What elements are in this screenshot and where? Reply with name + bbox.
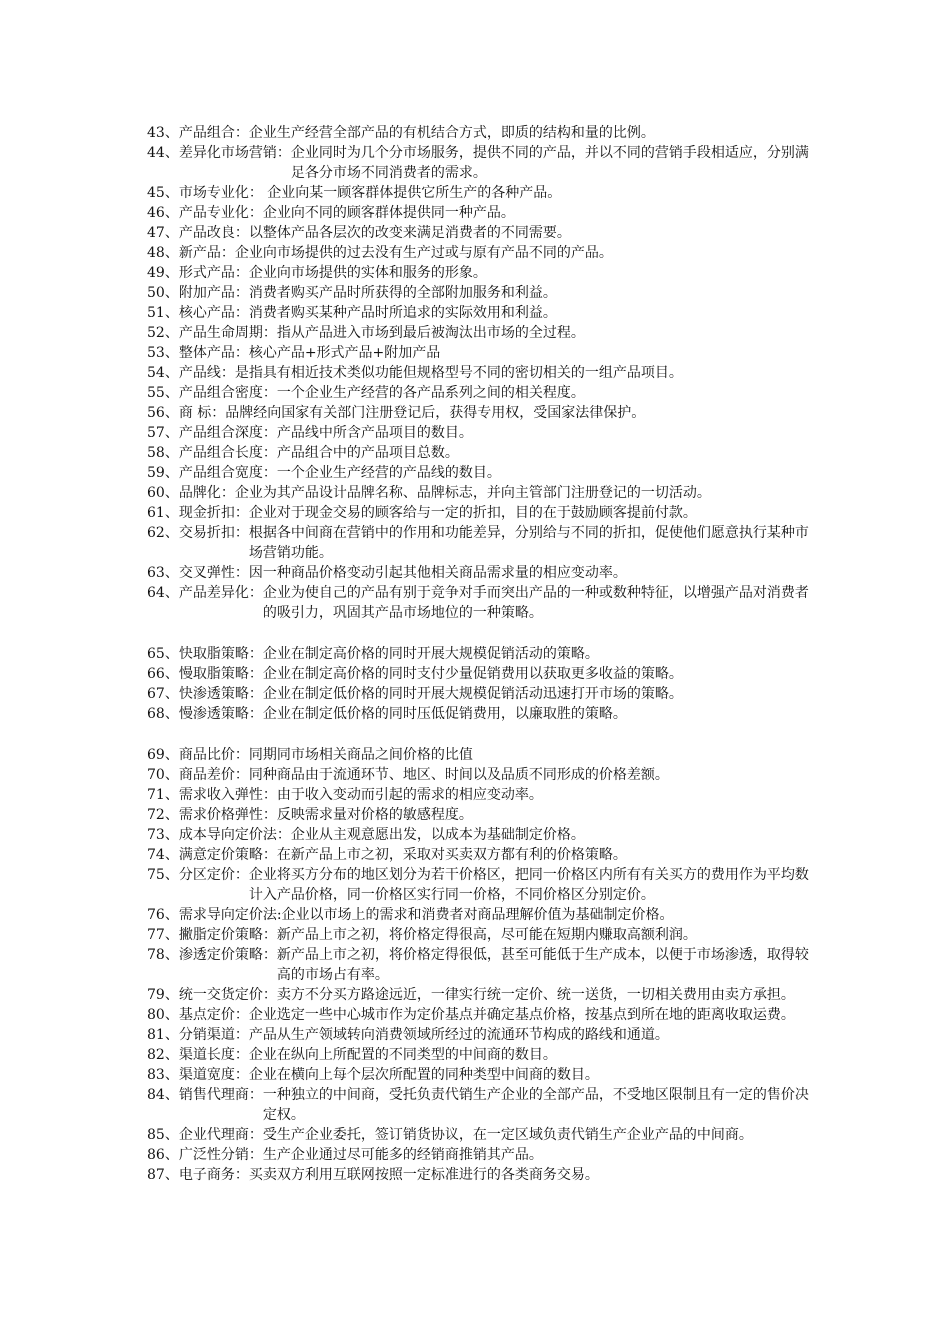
entry-term: 需求导向定价法: — [178, 907, 282, 923]
entry-term: 慢渗透策略： — [178, 706, 263, 722]
glossary-entry — [147, 383, 813, 403]
entry-number: 64、 — [147, 585, 179, 601]
entry-definition: 企业在制定低价格的同时压低促销费用，以廉取胜的策略。 — [262, 706, 627, 722]
glossary-content — [147, 123, 813, 1185]
entry-body — [179, 765, 813, 785]
entry-number: 48、 — [147, 245, 179, 261]
entry-definition: 企业同时为几个分市场服务，提供不同的产品，并以不同的营销手段相适应，分别满足各分市场不同消费者的需求。 — [290, 145, 809, 181]
glossary-entry — [147, 363, 813, 383]
entry-definition: 受生产企业委托，签订销货协议，在一定区域负责代销生产企业产品的中间商。 — [262, 1127, 753, 1143]
entry-number: 52、 — [147, 325, 179, 341]
entry-number: 72、 — [147, 807, 179, 823]
glossary-entry — [147, 1145, 813, 1165]
entry-body — [179, 805, 813, 825]
entry-number: 69、 — [147, 747, 179, 763]
entry-definition: 卖方不分买方路途远近，一律实行统一定价、统一送货，一切相关费用由卖方承担。 — [276, 987, 795, 1003]
glossary-entry — [147, 203, 813, 223]
entry-number: 76、 — [147, 907, 179, 923]
entry-number: 53、 — [147, 345, 179, 361]
entry-number: 43、 — [147, 125, 179, 141]
entry-body — [179, 343, 813, 363]
entry-definition: 企业将买方分布的地区划分为若干价格区，把同一价格区内所有有关买方的费用作为平均数计入产品价格，同一价格区实行同一价格，不同价格区分别定价。 — [248, 867, 809, 903]
entry-number: 46、 — [147, 205, 179, 221]
section-spacer — [147, 623, 813, 644]
glossary-entry — [147, 323, 813, 343]
entry-term: 整体产品： — [178, 345, 249, 361]
entry-definition: 企业为其产品设计品牌名称、品牌标志，并向主管部门注册登记的一切活动。 — [234, 485, 711, 501]
entry-term: 渠道长度： — [178, 1047, 249, 1063]
entry-term: 分销渠道： — [178, 1027, 249, 1043]
entry-term: 产品差异化： — [178, 585, 263, 601]
entry-body — [179, 483, 813, 503]
glossary-entry — [147, 905, 813, 925]
glossary-entry — [147, 1165, 813, 1185]
entry-term: 快渗透策略： — [178, 686, 263, 702]
entry-definition: 以整体产品各层次的改变来满足消费者的不同需要。 — [248, 225, 571, 241]
entry-number: 87、 — [147, 1167, 179, 1183]
entry-definition: 企业向不同的顾客群体提供同一种产品。 — [262, 205, 515, 221]
glossary-entry — [147, 583, 813, 623]
entry-number: 84、 — [147, 1087, 179, 1103]
entry-number: 68、 — [147, 706, 179, 722]
glossary-entry — [147, 123, 813, 143]
entry-number: 71、 — [147, 787, 179, 803]
glossary-entry — [147, 865, 813, 905]
entry-term: 基点定价： — [178, 1007, 249, 1023]
glossary-entry — [147, 1045, 813, 1065]
entry-definition: 产品组合中的产品项目总数。 — [276, 445, 459, 461]
entry-term: 商品比价： — [178, 747, 249, 763]
glossary-entry — [147, 243, 813, 263]
entry-body — [179, 503, 813, 523]
entry-number: 45、 — [147, 185, 179, 201]
entry-body — [179, 905, 813, 925]
glossary-entry — [147, 644, 813, 664]
entry-definition: 同种商品由于流通环节、地区、时间以及品质不同形成的价格差额。 — [248, 767, 669, 783]
entry-number: 78、 — [147, 947, 179, 963]
entry-body — [179, 403, 813, 423]
entry-term: 销售代理商： — [178, 1087, 263, 1103]
entry-number: 49、 — [147, 265, 179, 281]
entry-definition: 企业向市场提供的过去没有生产过或与原有产品不同的产品。 — [234, 245, 613, 261]
entry-term: 统一交货定价： — [178, 987, 277, 1003]
entry-definition: 消费者购买某种产品时所追求的实际效用和利益。 — [248, 305, 557, 321]
entry-definition: 因一种商品价格变动引起其他相关商品需求量的相应变动率。 — [248, 565, 627, 581]
entry-term: 产品线： — [178, 365, 235, 381]
entry-term: 企业代理商： — [178, 1127, 263, 1143]
entry-term: 产品组合深度： — [178, 425, 277, 441]
glossary-entry — [147, 463, 813, 483]
entry-definition: 品牌经向国家有关部门注册登记后，获得专用权，受国家法律保护。 — [225, 405, 646, 421]
entry-term: 分区定价： — [178, 867, 249, 883]
entry-definition: 企业以市场上的需求和消费者对商品理解价值为基础制定价格。 — [281, 907, 674, 923]
entry-number: 60、 — [147, 485, 179, 501]
entry-number: 83、 — [147, 1067, 179, 1083]
glossary-entry — [147, 1025, 813, 1045]
entry-term: 慢取脂策略： — [178, 666, 263, 682]
section-spacer — [147, 724, 813, 745]
entry-term: 现金折扣： — [178, 505, 249, 521]
entry-term: 市场专业化： — [178, 185, 263, 201]
entry-body — [179, 1165, 813, 1185]
entry-body — [179, 143, 813, 183]
entry-definition: 反映需求量对价格的敏感程度。 — [276, 807, 473, 823]
entry-body — [179, 223, 813, 243]
entry-body — [179, 583, 813, 623]
entry-number: 51、 — [147, 305, 179, 321]
glossary-entry — [147, 303, 813, 323]
entry-body — [179, 865, 813, 905]
glossary-entry — [147, 684, 813, 704]
entry-definition: 企业在纵向上所配置的不同类型的中间商的数目。 — [248, 1047, 557, 1063]
entry-term: 商 标： — [178, 405, 226, 421]
entry-definition: 企业向市场提供的实体和服务的形象。 — [248, 265, 487, 281]
glossary-entry — [147, 704, 813, 724]
entry-term: 需求收入弹性： — [178, 787, 277, 803]
glossary-entry — [147, 1005, 813, 1025]
entry-number: 77、 — [147, 927, 179, 943]
entry-number: 66、 — [147, 666, 179, 682]
entry-number: 56、 — [147, 405, 179, 421]
entry-number: 67、 — [147, 686, 179, 702]
entry-definition: 买卖双方利用互联网按照一定标准进行的各类商务交易。 — [248, 1167, 599, 1183]
entry-body — [179, 745, 813, 765]
entry-term: 新产品： — [178, 245, 235, 261]
entry-term: 形式产品： — [178, 265, 249, 281]
entry-body — [179, 644, 813, 664]
glossary-entry — [147, 143, 813, 183]
glossary-entry — [147, 1065, 813, 1085]
glossary-entry — [147, 343, 813, 363]
entry-definition: 指从产品进入市场到最后被淘汰出市场的全过程。 — [276, 325, 585, 341]
entry-term: 撇脂定价策略： — [178, 927, 277, 943]
entry-definition: 企业向某一顾客群体提供它所生产的各种产品。 — [262, 185, 562, 201]
entry-number: 59、 — [147, 465, 179, 481]
entry-body — [179, 1005, 813, 1025]
entry-term: 满意定价策略： — [178, 847, 277, 863]
entry-body — [179, 423, 813, 443]
entry-term: 差异化市场营销： — [178, 145, 291, 161]
entry-definition: 企业在横向上每个层次所配置的同种类型中间商的数目。 — [248, 1067, 599, 1083]
entry-term: 快取脂策略： — [178, 646, 263, 662]
entry-definition: 消费者购买产品时所获得的全部附加服务和利益。 — [248, 285, 557, 301]
entry-number: 73、 — [147, 827, 179, 843]
entry-body — [179, 704, 813, 724]
entry-definition: 一个企业生产经营的各产品系列之间的相关程度。 — [276, 385, 585, 401]
entry-term: 产品组合长度： — [178, 445, 277, 461]
entry-body — [179, 1085, 813, 1125]
entry-body — [179, 563, 813, 583]
entry-term: 产品组合密度： — [178, 385, 277, 401]
glossary-entry — [147, 1085, 813, 1125]
entry-body — [179, 825, 813, 845]
glossary-entry — [147, 563, 813, 583]
entry-term: 成本导向定价法： — [178, 827, 291, 843]
glossary-entry — [147, 183, 813, 203]
glossary-entry — [147, 845, 813, 865]
glossary-entry — [147, 825, 813, 845]
entry-term: 产品生命周期： — [178, 325, 277, 341]
entry-definition: 是指具有相近技术类似功能但规格型号不同的密切相关的一组产品项目。 — [234, 365, 683, 381]
glossary-entry — [147, 283, 813, 303]
entry-term: 产品组合： — [178, 125, 249, 141]
entry-definition: 由于收入变动而引起的需求的相应变动率。 — [276, 787, 543, 803]
entry-term: 产品改良： — [178, 225, 249, 241]
glossary-entry — [147, 785, 813, 805]
entry-number: 86、 — [147, 1147, 179, 1163]
entry-definition: 企业生产经营全部产品的有机结合方式，即质的结构和量的比例。 — [248, 125, 655, 141]
entry-definition: 企业在制定高价格的同时支付少量促销费用以获取更多收益的策略。 — [262, 666, 683, 682]
entry-body — [179, 684, 813, 704]
entry-definition: 新产品上市之初，将价格定得很高，尽可能在短期内赚取高额利润。 — [276, 927, 697, 943]
entry-definition: 一个企业生产经营的产品线的数目。 — [276, 465, 501, 481]
entry-body — [179, 363, 813, 383]
entry-definition: 产品线中所含产品项目的数目。 — [276, 425, 473, 441]
entry-number: 50、 — [147, 285, 179, 301]
entry-term: 需求价格弹性： — [178, 807, 277, 823]
entry-definition: 新产品上市之初，将价格定得很低，甚至可能低于生产成本，以便于市场渗透，取得较高的市场占有率。 — [276, 947, 809, 983]
glossary-entry — [147, 483, 813, 503]
entry-term: 渗透定价策略： — [178, 947, 277, 963]
entry-term: 交叉弹性： — [178, 565, 249, 581]
entry-definition: 同期同市场相关商品之间价格的比值 — [248, 747, 473, 763]
entry-term: 产品专业化： — [178, 205, 263, 221]
entry-body — [179, 785, 813, 805]
entry-body — [179, 123, 813, 143]
glossary-entry — [147, 1125, 813, 1145]
entry-body — [179, 323, 813, 343]
entry-body — [179, 443, 813, 463]
entry-definition: 企业在制定低价格的同时开展大规模促销活动迅速打开市场的策略。 — [262, 686, 683, 702]
entry-definition: 一种独立的中间商，受托负责代销生产企业的全部产品，不受地区限制且有一定的售价决定权。 — [262, 1087, 809, 1123]
glossary-entry — [147, 443, 813, 463]
entry-term: 核心产品： — [178, 305, 249, 321]
entry-definition: 在新产品上市之初，采取对买卖双方都有利的价格策略。 — [276, 847, 627, 863]
glossary-entry — [147, 805, 813, 825]
entry-number: 55、 — [147, 385, 179, 401]
glossary-entry — [147, 765, 813, 785]
entry-body — [179, 203, 813, 223]
entry-number: 47、 — [147, 225, 179, 241]
entry-term: 产品组合宽度： — [178, 465, 277, 481]
entry-definition: 企业在制定高价格的同时开展大规模促销活动的策略。 — [262, 646, 599, 662]
glossary-entry — [147, 664, 813, 684]
entry-body — [179, 1145, 813, 1165]
entry-body — [179, 845, 813, 865]
entry-definition: 根据各中间商在营销中的作用和功能差异，分别给与不同的折扣，促使他们愿意执行某种市场营销功能。 — [248, 525, 809, 561]
glossary-entry — [147, 523, 813, 563]
entry-body — [179, 303, 813, 323]
glossary-entry — [147, 745, 813, 765]
entry-definition: 核心产品+形式产品+附加产品 — [248, 345, 441, 361]
entry-definition: 企业选定一些中心城市作为定价基点并确定基点价格，按基点到所在地的距离收取运费。 — [248, 1007, 795, 1023]
entry-number: 80、 — [147, 1007, 179, 1023]
entry-body — [179, 283, 813, 303]
glossary-entry — [147, 223, 813, 243]
entry-number: 63、 — [147, 565, 179, 581]
entry-definition: 生产企业通过尽可能多的经销商推销其产品。 — [262, 1147, 543, 1163]
entry-body — [179, 1025, 813, 1045]
entry-number: 44、 — [147, 145, 179, 161]
entry-body — [179, 383, 813, 403]
entry-body — [179, 1125, 813, 1145]
entry-number: 75、 — [147, 867, 179, 883]
entry-body — [179, 463, 813, 483]
entry-number: 79、 — [147, 987, 179, 1003]
entry-term: 广泛性分销： — [178, 1147, 263, 1163]
entry-definition: 企业对于现金交易的顾客给与一定的折扣，目的在于鼓励顾客提前付款。 — [248, 505, 697, 521]
entry-body — [179, 263, 813, 283]
entry-body — [179, 985, 813, 1005]
glossary-entry — [147, 423, 813, 443]
entry-term: 附加产品： — [178, 285, 249, 301]
entry-number: 70、 — [147, 767, 179, 783]
entry-body — [179, 523, 813, 563]
entry-definition: 企业为使自己的产品有别于竞争对手而突出产品的一种或数种特征，以增强产品对消费者的吸引力，巩固其产品市场地位的一种策略。 — [262, 585, 809, 621]
entry-number: 62、 — [147, 525, 179, 541]
entry-number: 57、 — [147, 425, 179, 441]
entry-term: 电子商务： — [178, 1167, 249, 1183]
entry-body — [179, 1065, 813, 1085]
entry-term: 渠道宽度： — [178, 1067, 249, 1083]
entry-body — [179, 243, 813, 263]
entry-number: 74、 — [147, 847, 179, 863]
glossary-entry — [147, 403, 813, 423]
entry-body — [179, 664, 813, 684]
entry-number: 58、 — [147, 445, 179, 461]
glossary-entry — [147, 945, 813, 985]
entry-number: 54、 — [147, 365, 179, 381]
entry-definition: 产品从生产领域转向消费领域所经过的流通环节构成的路线和通道。 — [248, 1027, 669, 1043]
entry-body — [179, 1045, 813, 1065]
glossary-entry — [147, 503, 813, 523]
entry-number: 81、 — [147, 1027, 179, 1043]
entry-term: 品牌化： — [178, 485, 235, 501]
entry-number: 65、 — [147, 646, 179, 662]
entry-definition: 企业从主观意愿出发，以成本为基础制定价格。 — [290, 827, 585, 843]
entry-term: 交易折扣： — [178, 525, 249, 541]
entry-number: 85、 — [147, 1127, 179, 1143]
entry-term: 商品差价： — [178, 767, 249, 783]
glossary-entry — [147, 985, 813, 1005]
entry-number: 61、 — [147, 505, 179, 521]
glossary-entry — [147, 263, 813, 283]
entry-body — [179, 945, 813, 985]
entry-body — [179, 925, 813, 945]
glossary-entry — [147, 925, 813, 945]
entry-number: 82、 — [147, 1047, 179, 1063]
entry-body — [179, 183, 813, 203]
